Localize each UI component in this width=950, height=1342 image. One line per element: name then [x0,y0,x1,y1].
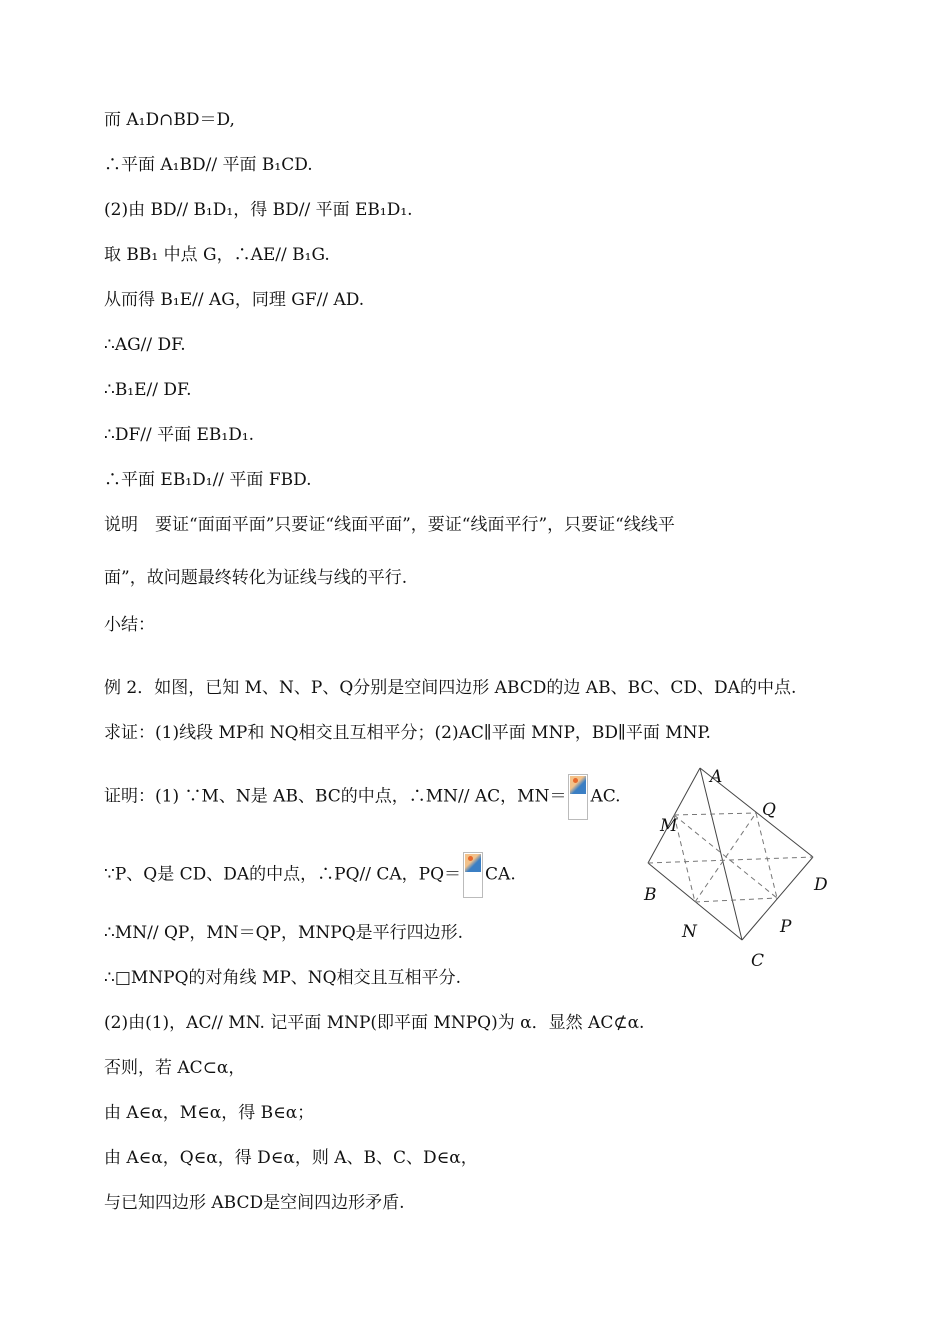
text-line: 从而得 B₁E// AG，同理 GF// AD. [104,290,365,310]
edge-CD [742,857,813,940]
tetrahedron-figure [630,760,840,975]
text-line: 与已知四边形 ABCD是空间四边形矛盾. [104,1193,405,1213]
text-line: ∴AG// DF. [104,335,186,355]
example-title: 例 2．如图，已知 M、N、P、Q分别是空间四边形 ABCD的边 AB、BC、CD、DA的中点. [104,678,797,698]
text-line: 由 A∈α，Q∈α，得 D∈α，则 A、B、C、D∈α， [104,1148,478,1168]
proof-step-2-text: ∵P、Q是 CD、DA的中点，∴PQ// CA，PQ＝ [104,864,462,885]
text-line: (2)由 BD// B₁D₁，得 BD// 平面 EB₁D₁. [104,200,413,220]
text-line: 由 A∈α，M∈α，得 B∈α； [104,1103,315,1123]
text-line: ∴平面 EB₁D₁// 平面 FBD. [104,470,312,490]
label-B: B [644,885,657,905]
text-line: ∴DF// 平面 EB₁D₁. [104,425,255,445]
text-line: ∴□MNPQ的对角线 MP、NQ相交且互相平分. [104,968,461,988]
edge-AC [700,768,742,940]
segment-NP [695,898,777,902]
text-line: 说明 要证“面面平面”只要证“线面平面”，要证“线面平行”，只要证“线线平 [104,515,675,535]
text-line: 面”，故问题最终转化为证线与线的平行. [104,568,408,588]
label-M: M [660,816,678,836]
text-line: 否则，若 AC⊂α， [104,1058,246,1078]
proof-step-1-text: 证明：(1) ∵M、N是 AB、BC的中点，∴MN// AC，MN＝ [104,786,567,807]
text-line: ∴平面 A₁BD// 平面 B₁CD. [104,155,313,175]
proof-step-2 [104,852,516,898]
text-line: 而 A₁D∩BD＝D, [104,110,235,130]
label-D: D [814,875,828,895]
text-line: ∴MN// QP，MN＝QP，MNPQ是平行四边形. [104,923,464,943]
proof-step-1 [104,774,621,820]
label-A: A [710,767,723,787]
proof-step-1-suffix: AC. [590,786,621,807]
fraction-image [463,852,483,898]
label-P: P [780,917,792,937]
text-line: ∴B₁E// DF. [104,380,192,400]
label-N: N [682,922,697,942]
label-C: C [751,951,765,971]
fraction-image [568,774,588,820]
proof-requirement: 求证：(1)线段 MP和 NQ相交且互相平分；(2)AC∥平面 MNP，BD∥平面 MNP. [104,723,711,743]
segment-NQ [695,813,756,902]
proof-step-2-suffix: CA. [485,864,516,885]
text-line: (2)由(1)，AC// MN. 记平面 MNP(即平面 MNPQ)为 α．显然 AC⊄α. [104,1013,645,1033]
text-line: 小结： [104,615,155,635]
label-Q: Q [762,800,776,820]
segment-MQ [674,813,756,815]
text-line: 取 BB₁ 中点 G，∴AE// B₁G. [104,245,330,265]
segment-MP [674,815,777,898]
